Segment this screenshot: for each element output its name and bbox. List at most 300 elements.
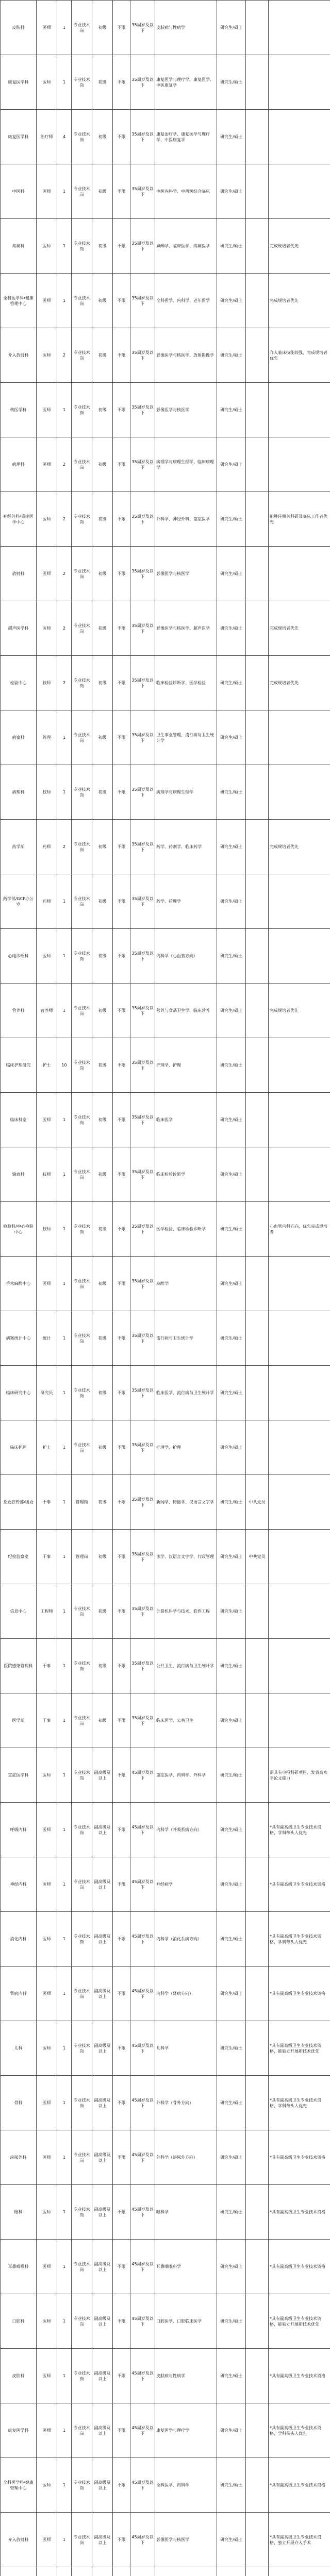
requirement-cell: *具有副高级卫生专业技术资格 (269, 1857, 330, 1912)
dept-cell: 药学部/GCP办公室 (1, 874, 37, 929)
table-row (1, 437, 330, 492)
title-cell: 初级 (92, 274, 113, 328)
title-cell: 初级 (92, 1584, 113, 1639)
major-cell: 护理学、护理 (155, 1420, 217, 1475)
table-row (1, 1093, 330, 1147)
degree-cell: 研究生/硕士 (217, 1257, 246, 1311)
title-cell: 初级 (92, 820, 113, 874)
degree-cell: 研究生/硕士 (217, 2021, 246, 2076)
political-cell (246, 1257, 269, 1311)
requirement-cell (269, 1, 330, 55)
political-cell (246, 1693, 269, 1748)
major-cell: 内科学（肾病方向） (155, 1967, 217, 2021)
degree-cell: 研究生/硕士 (217, 2513, 246, 2567)
title-cell: 副高级及以上 (92, 2458, 113, 2513)
position-cell: 医师 (37, 437, 57, 492)
gender-cell (113, 2567, 130, 2576)
position-cell: 医师 (37, 1257, 57, 1311)
gender-cell: 不限 (113, 437, 130, 492)
age-cell: 35周岁及以下 (130, 656, 155, 710)
degree-cell: 研究生/硕士 (217, 1530, 246, 1584)
political-cell (246, 1366, 269, 1420)
gender-cell: 不限 (113, 1, 130, 55)
table-row (1, 710, 330, 765)
table-row (1, 601, 330, 656)
table-row (1, 2130, 330, 2185)
count-cell: 1 (57, 1475, 72, 1530)
post-type-cell: 专业技术岗 (72, 820, 92, 874)
post-type-cell: 专业技术岗 (72, 1967, 92, 2021)
post-type-cell: 专业技术岗 (72, 219, 92, 274)
position-cell: 医师 (37, 2130, 57, 2185)
gender-cell: 不限 (113, 1803, 130, 1857)
requirement-cell (269, 1693, 330, 1748)
table-row (1, 656, 330, 710)
count-cell: 1 (57, 2403, 72, 2458)
dept-cell: 药学部 (1, 820, 37, 874)
title-cell: 初级 (92, 437, 113, 492)
age-cell: 45周岁及以下 (130, 1967, 155, 2021)
major-cell: 外科学（泌尿外方向） (155, 2130, 217, 2185)
major-cell: 营养与食品卫生学、临床营养 (155, 984, 217, 1038)
post-type-cell: 专业技术岗 (72, 2021, 92, 2076)
table-row (1, 492, 330, 547)
political-cell (246, 1147, 269, 1202)
major-cell: 内科学（心血管方向） (155, 929, 217, 984)
dept-cell: 病案科 (1, 710, 37, 765)
requirement-cell (269, 1475, 330, 1530)
age-cell: 35周岁及以下 (130, 1693, 155, 1748)
requirement-cell: *具有副高级卫生专业技术资格，学科带头人优先 (269, 1803, 330, 1857)
count-cell: 2 (57, 492, 72, 547)
political-cell (246, 710, 269, 765)
major-cell: 影像医学与核医学、放射影像学 (155, 328, 217, 383)
political-cell: 中共党员 (246, 1530, 269, 1584)
table-row (1, 1748, 330, 1803)
post-type-cell: 管理岗 (72, 1475, 92, 1530)
political-cell (246, 328, 269, 383)
title-cell: 初级 (92, 1366, 113, 1420)
position-cell: 医师 (37, 1, 57, 55)
political-cell (246, 274, 269, 328)
table-row (1, 984, 330, 1038)
requirement-cell: 完成规培者优先 (269, 820, 330, 874)
major-cell: 外科学（骨外方向） (155, 2076, 217, 2130)
dept-cell: 康复医学科 (1, 55, 37, 110)
degree-cell: 研究生/硕士 (217, 437, 246, 492)
age-cell: 45周岁及以下 (130, 2513, 155, 2567)
gender-cell: 不限 (113, 1038, 130, 1093)
requirement-cell (269, 1584, 330, 1639)
requirement-cell (269, 929, 330, 984)
count-cell: 1 (57, 929, 72, 984)
dept-cell: 全科医学科/健康管理中心 (1, 274, 37, 328)
count-cell: 1 (57, 2021, 72, 2076)
degree-cell: 研究生/硕士 (217, 547, 246, 601)
major-cell: 康复治疗学、康复医学与理疗学、中医康复学 (155, 110, 217, 164)
political-cell (246, 1584, 269, 1639)
degree-cell: 研究生/硕士 (217, 1, 246, 55)
title-cell: 副高级及以上 (92, 1803, 113, 1857)
degree-cell: 研究生/硕士 (217, 492, 246, 547)
major-cell: 临床检验诊断学、医学检验 (155, 656, 217, 710)
requirement-cell (269, 874, 330, 929)
post-type-cell: 专业技术岗 (72, 55, 92, 110)
major-cell: 护理学、护理 (155, 1038, 217, 1093)
requirement-cell (269, 1639, 330, 1693)
degree-cell: 研究生/硕士 (217, 2403, 246, 2458)
position-cell: 技师 (37, 1147, 57, 1202)
degree-cell: 研究生/硕士 (217, 2349, 246, 2403)
count-cell: 1 (57, 2185, 72, 2240)
position-cell: 护士 (37, 1420, 57, 1475)
position-cell: 技师 (37, 656, 57, 710)
age-cell: 35周岁及以下 (130, 55, 155, 110)
count-cell: 2 (57, 328, 72, 383)
political-cell (246, 2185, 269, 2240)
title-cell: 初级 (92, 765, 113, 820)
position-cell: 干事 (37, 1530, 57, 1584)
requirement-cell (269, 1420, 330, 1475)
count-cell: 1 (57, 984, 72, 1038)
requirement-cell (269, 1530, 330, 1584)
age-cell: 45周岁及以下 (130, 1912, 155, 1967)
degree-cell: 研究生/硕士 (217, 929, 246, 984)
age-cell: 35周岁及以下 (130, 1530, 155, 1584)
position-cell: 研究员 (37, 1366, 57, 1420)
requirement-cell: 完成规培者优先 (269, 601, 330, 656)
post-type-cell: 专业技术岗 (72, 1912, 92, 1967)
title-cell: 初级 (92, 492, 113, 547)
gender-cell: 不限 (113, 1202, 130, 1257)
dept-cell: 临床科室 (1, 1093, 37, 1147)
dept-cell: 口腔科 (1, 2294, 37, 2349)
requirement-cell (269, 765, 330, 820)
major-cell: 流行病与卫生统计学 (155, 1311, 217, 1366)
requirement-cell: 完成规培者优先 (269, 656, 330, 710)
count-cell: 1 (57, 55, 72, 110)
post-type-cell: 专业技术岗 (72, 2130, 92, 2185)
position-cell: 医师 (37, 929, 57, 984)
post-type-cell: 专业技术岗 (72, 1038, 92, 1093)
age-cell: 45周岁及以下 (130, 2403, 155, 2458)
table-row (1, 2240, 330, 2294)
major-cell: 影像医学与核医学 (155, 383, 217, 437)
post-type-cell: 专业技术岗 (72, 2349, 92, 2403)
title-cell: 副高级及以上 (92, 1748, 113, 1803)
political-cell (246, 492, 269, 547)
table-row (1, 2513, 330, 2567)
degree-cell: 研究生/硕士 (217, 2076, 246, 2130)
table-row (1, 219, 330, 274)
degree-cell: 研究生/硕士 (217, 328, 246, 383)
major-cell: 中医内科学、中西医结合临床 (155, 164, 217, 219)
age-cell: 35周岁及以下 (130, 110, 155, 164)
degree-cell (217, 2567, 246, 2576)
table-row (1, 1584, 330, 1639)
position-cell: 医师 (37, 1967, 57, 2021)
post-type-cell: 专业技术岗 (72, 383, 92, 437)
dept-cell: 心电诊断科 (1, 929, 37, 984)
dept-cell: 呼吸内科 (1, 1803, 37, 1857)
requirement-cell (269, 164, 330, 219)
gender-cell: 不限 (113, 710, 130, 765)
dept-cell (1, 2567, 37, 2576)
title-cell: 副高级及以上 (92, 2240, 113, 2294)
count-cell: 1 (57, 1912, 72, 1967)
gender-cell: 不限 (113, 1093, 130, 1147)
dept-cell: 消化内科 (1, 1912, 37, 1967)
position-cell: 医师 (37, 383, 57, 437)
gender-cell: 不限 (113, 874, 130, 929)
age-cell: 35周岁及以下 (130, 1257, 155, 1311)
position-cell: 医师 (37, 55, 57, 110)
requirement-cell: 需具有申报科研项目、发表高水平论文能力 (269, 1748, 330, 1803)
position-cell: 干事 (37, 1639, 57, 1693)
dept-cell: 临床护理 (1, 1420, 37, 1475)
post-type-cell: 专业技术岗 (72, 328, 92, 383)
dept-cell: 医学部 (1, 1693, 37, 1748)
political-cell (246, 874, 269, 929)
political-cell (246, 2076, 269, 2130)
title-cell: 初级 (92, 1093, 113, 1147)
dept-cell: 核医学科 (1, 383, 37, 437)
age-cell: 35周岁及以下 (130, 1475, 155, 1530)
major-cell: 临床检验诊断学 (155, 1147, 217, 1202)
title-cell: 初级 (92, 874, 113, 929)
requirement-cell (269, 1093, 330, 1147)
count-cell: 2 (57, 656, 72, 710)
age-cell: 45周岁及以下 (130, 2349, 155, 2403)
age-cell: 35周岁及以下 (130, 929, 155, 984)
post-type-cell (72, 2567, 92, 2576)
major-cell: 计算机科学与技术、软件工程 (155, 1584, 217, 1639)
age-cell: 45周岁及以下 (130, 1803, 155, 1857)
gender-cell: 不限 (113, 1912, 130, 1967)
gender-cell: 不限 (113, 55, 130, 110)
requirement-cell: *具有副高级卫生专业技术资格 (269, 2130, 330, 2185)
post-type-cell: 专业技术岗 (72, 2076, 92, 2130)
political-cell (246, 1748, 269, 1803)
count-cell: 1 (57, 1639, 72, 1693)
count-cell: 2 (57, 547, 72, 601)
count-cell: 1 (57, 2513, 72, 2567)
political-cell (246, 2513, 269, 2567)
dept-cell: 营养科 (1, 984, 37, 1038)
degree-cell: 研究生/硕士 (217, 1420, 246, 1475)
position-cell: 医师 (37, 1912, 57, 1967)
post-type-cell: 专业技术岗 (72, 2513, 92, 2567)
table-row (1, 2185, 330, 2240)
major-cell: 眼科学 (155, 2185, 217, 2240)
count-cell: 1 (57, 1311, 72, 1366)
gender-cell: 不限 (113, 2513, 130, 2567)
gender-cell: 不限 (113, 1530, 130, 1584)
dept-cell: 病理科 (1, 765, 37, 820)
age-cell: 35周岁及以下 (130, 274, 155, 328)
position-cell: 统计 (37, 1311, 57, 1366)
political-cell (246, 601, 269, 656)
political-cell (246, 984, 269, 1038)
major-cell: 内科学（消化系病方向） (155, 1912, 217, 1967)
post-type-cell: 专业技术岗 (72, 1366, 92, 1420)
major-cell: 临床医学、公共卫生 (155, 1693, 217, 1748)
table-body (1, 1, 330, 2576)
major-cell: 法学、汉语言文字学、行政管理 (155, 1530, 217, 1584)
political-cell (246, 164, 269, 219)
table-row (1, 2076, 330, 2130)
political-cell (246, 929, 269, 984)
count-cell: 1 (57, 383, 72, 437)
requirement-cell (269, 547, 330, 601)
age-cell: 45周岁及以下 (130, 2185, 155, 2240)
position-cell: 技师 (37, 1202, 57, 1257)
age-cell: 45周岁及以下 (130, 2021, 155, 2076)
requirement-cell: *具有副高级卫生专业技术资格，独立开展介入手术 (269, 2513, 330, 2567)
gender-cell: 不限 (113, 1366, 130, 1420)
position-cell: 医师 (37, 492, 57, 547)
gender-cell: 不限 (113, 2076, 130, 2130)
title-cell: 初级 (92, 547, 113, 601)
degree-cell: 研究生/硕士 (217, 2294, 246, 2349)
dept-cell: 康复医学科 (1, 2403, 37, 2458)
post-type-cell: 专业技术岗 (72, 492, 92, 547)
post-type-cell: 专业技术岗 (72, 274, 92, 328)
count-cell: 1 (57, 1, 72, 55)
political-cell (246, 1420, 269, 1475)
count-cell: 1 (57, 1530, 72, 1584)
major-cell: 康复医学与理疗学 (155, 2403, 217, 2458)
degree-cell: 研究生/硕士 (217, 1967, 246, 2021)
age-cell: 35周岁及以下 (130, 1584, 155, 1639)
post-type-cell: 专业技术岗 (72, 765, 92, 820)
degree-cell: 研究生/硕士 (217, 1584, 246, 1639)
requirement-cell: *具有副高级卫生专业技术资格 (269, 2240, 330, 2294)
post-type-cell: 专业技术岗 (72, 2458, 92, 2513)
major-cell: 卫生事业管理、流行病与卫生统计学 (155, 710, 217, 765)
political-cell (246, 2458, 269, 2513)
age-cell: 35周岁及以下 (130, 1202, 155, 1257)
age-cell: 35周岁及以下 (130, 1038, 155, 1093)
post-type-cell: 专业技术岗 (72, 1311, 92, 1366)
post-type-cell: 专业技术岗 (72, 1748, 92, 1803)
title-cell: 初级 (92, 1639, 113, 1693)
table-row (1, 1038, 330, 1093)
table-row (1, 1857, 330, 1912)
dept-cell: 输血科 (1, 1147, 37, 1202)
position-cell: 医师 (37, 2349, 57, 2403)
gender-cell: 不限 (113, 1584, 130, 1639)
post-type-cell: 专业技术岗 (72, 1857, 92, 1912)
count-cell: 1 (57, 1803, 72, 1857)
post-type-cell: 专业技术岗 (72, 2294, 92, 2349)
major-cell: 新闻学、传播学、汉语言文字学 (155, 1475, 217, 1530)
requirement-cell: 能胜任相关科研及临床工作者优先 (269, 492, 330, 547)
gender-cell: 不限 (113, 1311, 130, 1366)
political-cell (246, 219, 269, 274)
post-type-cell: 专业技术岗 (72, 656, 92, 710)
political-cell (246, 2021, 269, 2076)
position-cell: 医师 (37, 1857, 57, 1912)
position-cell: 医师 (37, 1093, 57, 1147)
political-cell (246, 765, 269, 820)
position-cell: 医师 (37, 2240, 57, 2294)
dept-cell: 儿科 (1, 2021, 37, 2076)
political-cell (246, 1803, 269, 1857)
count-cell: 1 (57, 1693, 72, 1748)
requirement-cell: 完成规培者优先 (269, 984, 330, 1038)
major-cell (155, 2567, 217, 2576)
count-cell: 1 (57, 219, 72, 274)
title-cell: 初级 (92, 1202, 113, 1257)
count-cell: 10 (57, 1038, 72, 1093)
post-type-cell: 专业技术岗 (72, 437, 92, 492)
count-cell: 2 (57, 437, 72, 492)
position-cell: 医师 (37, 2185, 57, 2240)
age-cell: 35周岁及以下 (130, 328, 155, 383)
requirement-cell (269, 710, 330, 765)
degree-cell: 研究生/硕士 (217, 1912, 246, 1967)
title-cell: 副高级及以上 (92, 1912, 113, 1967)
position-cell: 技师 (37, 765, 57, 820)
dept-cell: 皮肤科 (1, 1, 37, 55)
gender-cell: 不限 (113, 601, 130, 656)
table-row (1, 110, 330, 164)
position-cell: 干事 (37, 1475, 57, 1530)
count-cell: 1 (57, 1093, 72, 1147)
major-cell: 影像医学与核医学、超声医学 (155, 601, 217, 656)
count-cell: 1 (57, 1202, 72, 1257)
requirement-cell (269, 383, 330, 437)
dept-cell: 神经外科/重症医学中心 (1, 492, 37, 547)
degree-cell: 研究生/硕士 (217, 820, 246, 874)
gender-cell: 不限 (113, 984, 130, 1038)
requirement-cell (269, 2567, 330, 2576)
political-cell (246, 1967, 269, 2021)
degree-cell: 研究生/硕士 (217, 1366, 246, 1420)
gender-cell: 不限 (113, 383, 130, 437)
gender-cell: 不限 (113, 2130, 130, 2185)
degree-cell: 研究生/硕士 (217, 1093, 246, 1147)
position-cell: 医师 (37, 2021, 57, 2076)
post-type-cell: 专业技术岗 (72, 1639, 92, 1693)
dept-cell: 介入放射科 (1, 328, 37, 383)
degree-cell: 研究生/硕士 (217, 110, 246, 164)
count-cell: 1 (57, 2076, 72, 2130)
major-cell: 医学检验、临床检验诊断学 (155, 1202, 217, 1257)
political-cell (246, 1311, 269, 1366)
post-type-cell: 专业技术岗 (72, 1803, 92, 1857)
age-cell: 35周岁及以下 (130, 1366, 155, 1420)
table-row (1, 274, 330, 328)
requirement-cell (269, 1366, 330, 1420)
post-type-cell: 专业技术岗 (72, 1584, 92, 1639)
political-cell (246, 383, 269, 437)
title-cell: 初级 (92, 1, 113, 55)
position-cell: 护士 (37, 1038, 57, 1093)
count-cell: 1 (57, 274, 72, 328)
age-cell: 45周岁及以下 (130, 1748, 155, 1803)
position-cell: 医师 (37, 2076, 57, 2130)
title-cell: 副高级及以上 (92, 2294, 113, 2349)
age-cell: 35周岁及以下 (130, 1093, 155, 1147)
count-cell: 1 (57, 1967, 72, 2021)
requirement-cell: *具有副高级卫生专业技术资格 (269, 2349, 330, 2403)
political-cell (246, 1, 269, 55)
major-cell: 影像医学与核医学 (155, 547, 217, 601)
requirement-cell: *具有副高级卫生专业技术资格，学科带头人优先 (269, 1912, 330, 1967)
age-cell: 35周岁及以下 (130, 984, 155, 1038)
